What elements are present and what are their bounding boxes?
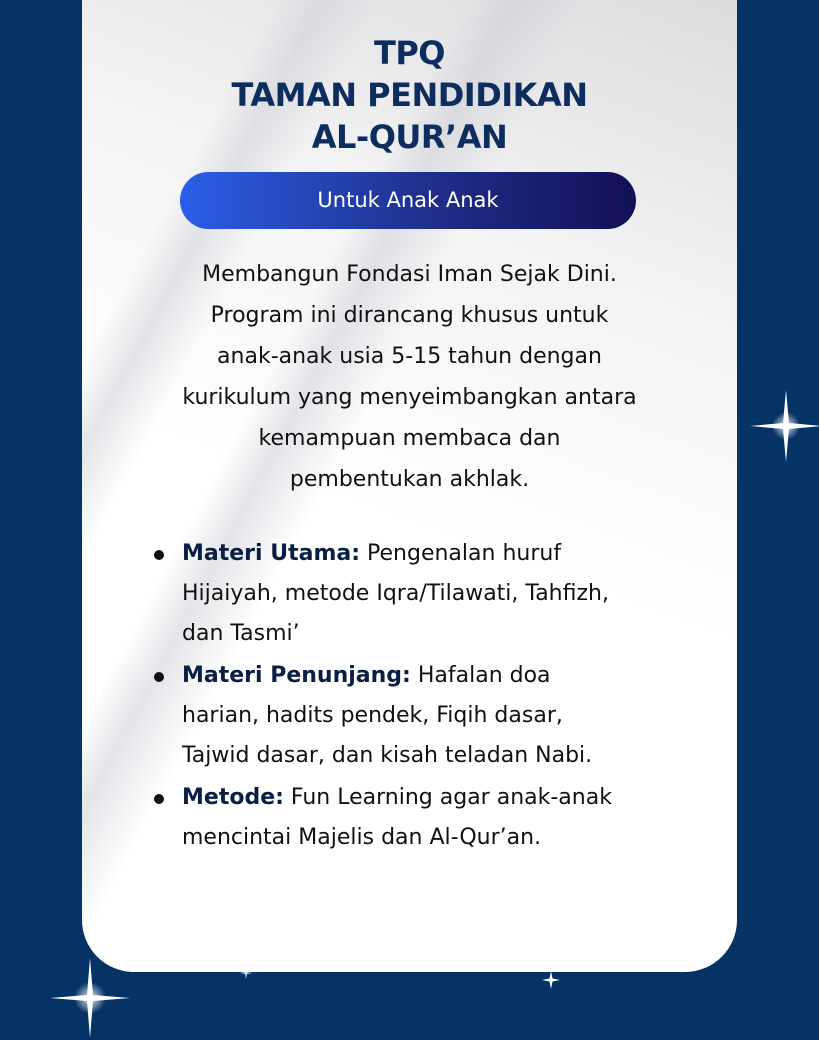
bullet-text: Fun Learning agar anak-anak [283, 785, 612, 810]
bullet-dot-icon [154, 794, 164, 804]
bullet-text: Tajwid dasar, dan kisah teladan Nabi. [182, 743, 593, 768]
bullet-label: Materi Penunjang: [182, 663, 411, 688]
content-card [82, 0, 737, 972]
intro-line: anak-anak usia 5-15 tahun dengan [217, 344, 602, 369]
bullet-dot-icon [154, 672, 164, 682]
intro-line: pembentukan akhlak. [289, 467, 530, 492]
intro-line: kemampuan membaca dan [258, 426, 561, 451]
bullet-label: Materi Utama: [182, 541, 361, 566]
bullet-text: Hijaiyah, metode Iqra/Tilawati, Tahfizh, [182, 581, 609, 606]
intro-line: kurikulum yang menyeimbangkan antara [182, 385, 637, 410]
title-line-3: AL-QUR’AN [311, 118, 508, 156]
sparkle-icon [48, 956, 132, 1040]
intro-line: Membangun Fondasi Iman Sejak Dini. [202, 262, 617, 287]
list-item-metode [126, 778, 716, 858]
intro-paragraph [112, 254, 707, 500]
title-line-2: TAMAN PENDIDIKAN [231, 76, 588, 114]
bullet-text: dan Tasmi’ [182, 621, 300, 646]
sparkle-icon [239, 966, 253, 980]
bullet-text: harian, hadits pendek, Fiqih dasar, [182, 703, 563, 728]
sparkle-icon [748, 388, 819, 464]
sparkle-icon [541, 970, 561, 990]
intro-line: Program ini dirancang khusus untuk [210, 303, 609, 328]
list-item-materi-penunjang [126, 656, 716, 776]
bullet-dot-icon [154, 550, 164, 560]
title-line-1: TPQ [374, 34, 445, 72]
page-title [82, 32, 737, 158]
subtitle-badge: Untuk Anak Anak [180, 172, 636, 229]
bullet-text: Pengenalan huruf [360, 541, 562, 566]
bullet-label: Metode: [182, 785, 284, 810]
program-details-list [126, 534, 716, 860]
list-item-materi-utama [126, 534, 716, 654]
bullet-text: Hafalan doa [410, 663, 551, 688]
bullet-text: mencintai Majelis dan Al-Qur’an. [182, 825, 542, 850]
